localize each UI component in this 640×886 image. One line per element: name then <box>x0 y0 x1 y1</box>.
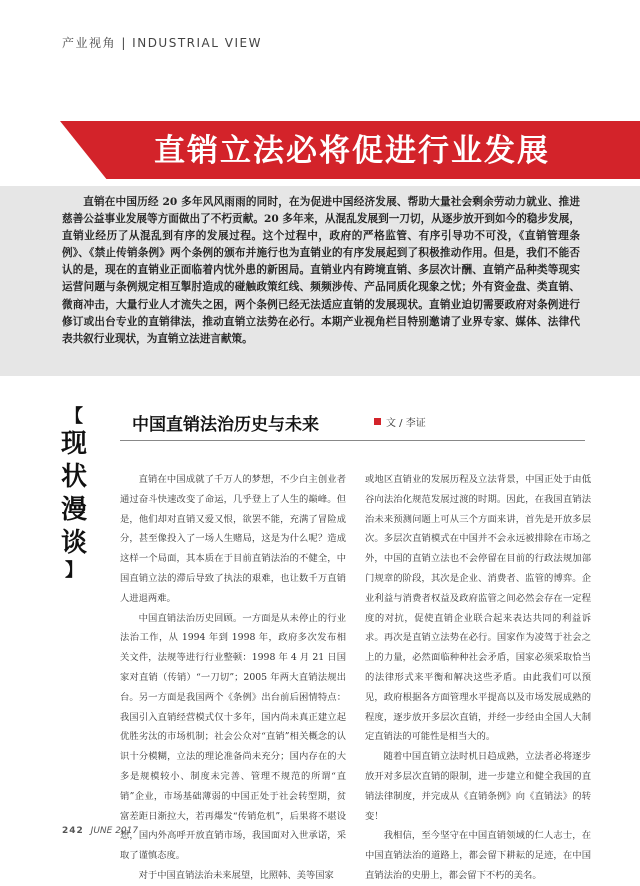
article-paragraph: 直销在中国成就了千万人的梦想，不少白主创业者通过奋斗快速改变了命运，几乎登上了人生的巅峰。但是，他们却对直销又爱又恨，欲罢不能，充满了冒险成分，甚至像投入了一场人生赌局，这是为什么呢？造成这样一个局面，其本质在于目前直销法治的不健全，中国直销立法的滞后导致了执法的艰难，也让数千万直销人进退两难。 <box>120 474 346 604</box>
intro-paragraph: 直销在中国历经 20 多年风风雨雨的同时，在为促进中国经济发展、帮助大量社会剩余劳动力就业、推进慈善公益事业发展等方面做出了不朽贡献。20 多年来，从混乱发展到一刀切，从逐步放开到如今的稳步发展，直销业经历了从混乱到有序的发展过程。这个过程中，政府的严格监管、有序引导功不可没，《直销管理条例》、《禁止传销条例》两个条例的颁布并施行也为直销业的有序发展起到了积极推动作用。但是，我们不能否认的是，现在的直销业正面临着内忧外患的新困局。直销业内有跨境直销、多层次计酬、直销产品种类等现实运营问题与条例规定相互掣肘造成的碰触政策红线、频频涉传、产品同质化现象之忧；外有资金盘、类直销、微商冲击，大量行业人才流失之困，两个条例已经无法适应直销的发展现状。直销业迫切需要政府对条例进行修订或出台专业的直销律法，推动直销立法势在必行。本期产业视角栏目特别邀请了业界专家、媒体、法律代表共叙行业现状，为直销立法进言献策。 <box>62 196 580 345</box>
section-header: 产业视角 | INDUSTRIAL VIEW <box>62 36 262 50</box>
article-column-right <box>365 470 591 886</box>
byline-marker <box>374 418 381 425</box>
title-divider <box>120 440 585 441</box>
article-paragraph: 对于中国直销法治未来展望，比照韩、美等国家 <box>138 869 334 881</box>
issue-date: JUNE 2017 <box>90 826 139 836</box>
article-title: 中国直销法治历史与未来 <box>132 415 319 435</box>
page-title: 直销立法必将促进行业发展 <box>154 133 550 169</box>
page-footer <box>62 826 138 836</box>
article-paragraph: 我相信，至今坚守在中国直销领域的仁人志士，在中国直销法治的道路上，都会留下耕耘的足迹，在中国直销法治的史册上，都会留下不朽的美名。 <box>365 830 591 881</box>
article-paragraph: 中国直销法治历史回顾。一方面是从未停止的行业法治工作，从 1994 年到 1998 年，政府多次发布相关文件，法规等进行行业整顿：1998 年 4 月 21 日国家对直销（传销）“一刀切”；2005 年两大直销法规出台。另一方面是我国两个《条例》出台前后困情特点：我国引入直销经营模式仅十多年，国内尚未真正建立起优胜劣汰的市场机制；社会公众对“直销”相关概念的认识十分模糊，立法的理论准备尚未充分；国内存在的大多是规模较小、制度未完善、管理不规范的所谓“直销”企业，市场基础薄弱的中国正处于社会转型期，贫富差距日渐拉大，若再爆发“传销危机”，后果将不堪设想，国内外高呼开放直销市场，我国面对入世承诺，采取了谨慎态度。 <box>120 612 346 862</box>
side-tag-close-bracket: 】 <box>65 560 83 581</box>
article-byline: 文 / 李证 <box>386 418 426 429</box>
page-number: 242 <box>62 826 84 836</box>
article-column-left <box>120 470 346 886</box>
article-paragraph: 随着中国直销立法时机日趋成熟，立法者必将逐步放开对多层次直销的限制，进一步建立和健全我国的直销法律制度，并完成从《直销条例》向《直销法》的转变！ <box>365 751 591 822</box>
side-tag <box>58 408 90 580</box>
side-tag-open-bracket: 【 <box>65 406 83 427</box>
side-tag-text: 现状漫谈 <box>60 429 87 558</box>
article-paragraph: 或地区直销业的发展历程及立法背景，中国正处于由低谷向法治化规范发展过渡的时期。因此，在我国直销法治未来预测问题上可从三个方面来讲，首先是开放多层次。多层次直销模式在中国并不会永远被排除在市场之外，中国的直销立法也不会停留在目前的行政法规加部门规章的阶段，其次是企业、消费者、监管的博弈。企业利益与消费者权益及政府监管之间必然会存在一定程度的对抗，促使直销企业联合起来表达共同的利益诉求。再次是直销立法势在必行。国家作为凌驾于社会之上的力量，必然面临种种社会矛盾，国家必须采取恰当的法律形式来平衡和解决这些矛盾。由此我们可以预见，政府根据各方面管理水平提高以及市场发展成熟的程度，逐步放开多层次直销，并经一步经由全国人大制定直销法的可能性是相当大的。 <box>365 474 591 743</box>
